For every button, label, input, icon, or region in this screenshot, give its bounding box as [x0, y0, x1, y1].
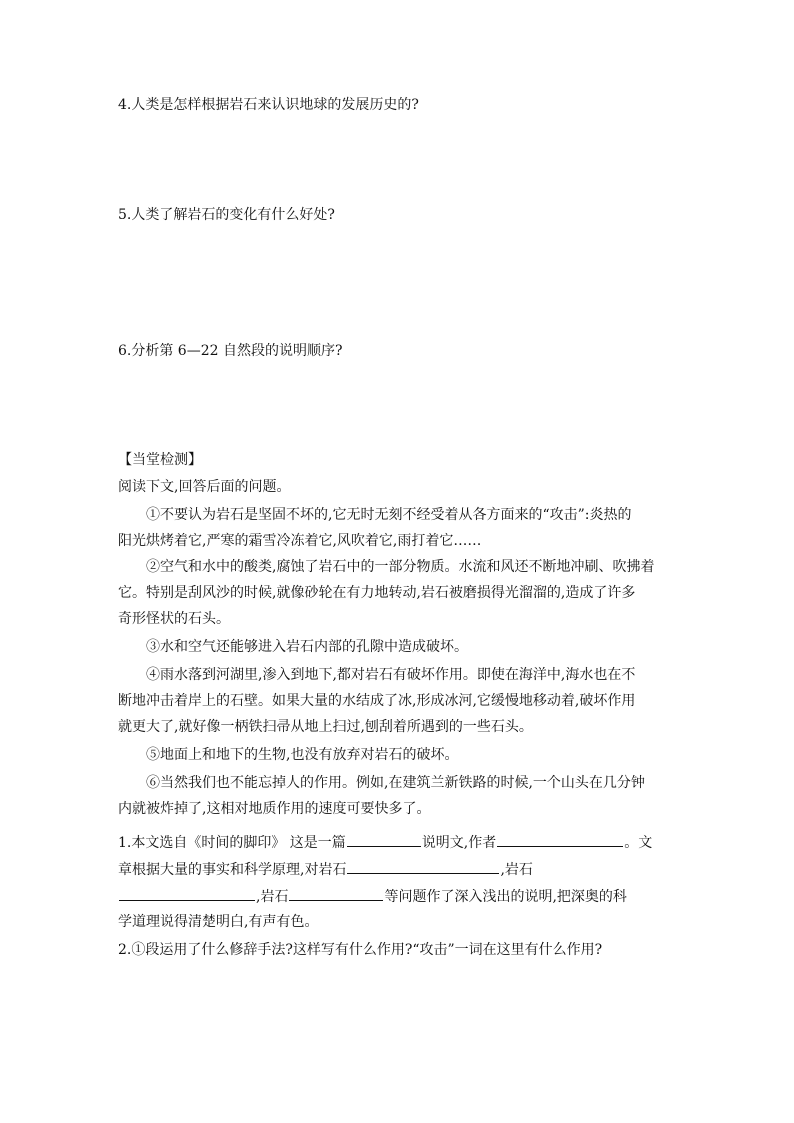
passage-p1-line1: ①不要认为岩石是坚固不坏的,它无时无刻不经受着从各方面来的“攻击”:炎热的 — [146, 507, 632, 523]
passage-p1-line2: 阳光烘烤着它,严寒的霜雪冷冻着它,风吹着它,雨打着它…… — [118, 533, 482, 549]
instruction-text: 阅读下文,回答后面的问题。 — [118, 479, 291, 495]
answer-blank-2[interactable] — [497, 832, 623, 847]
exercise-2: 2.①段运用了什么修辞手法?这样写有什么作用?“攻击”一词在这里有什么作用? — [118, 942, 603, 958]
passage-p4-line2: 断地冲击着岸上的石壁。如果大量的水结成了冰,形成冰河,它缓慢地移动着,破坏作用 — [118, 693, 636, 709]
question-4: 4.人类是怎样根据岩石来认识地球的发展历史的? — [118, 97, 419, 113]
passage-p2-line3: 奇形怪状的石头。 — [118, 611, 230, 627]
passage-p5-line1: ⑤地面上和地下的生物,也没有放弃对岩石的破坏。 — [146, 747, 459, 763]
answer-blank-3[interactable] — [347, 859, 499, 874]
passage-p2-line2: 它。特别是刮风沙的时候,就像砂轮在有力地转动,岩石被磨损得光溜溜的,造成了许多 — [118, 585, 636, 601]
section-title: 【当堂检测】 — [118, 452, 202, 468]
exercise-1-text-f: ,岩石 — [256, 889, 289, 905]
exercise-1-line4: 学道理说得清楚明白,有声有色。 — [118, 914, 319, 930]
passage-p4-line1: ④雨水落到河湖里,渗入到地下,都对岩石有破坏作用。即使在海洋中,海水也在不 — [146, 667, 636, 683]
exercise-1-text-a: 1.本文选自《时间的脚印》 这是一篇 — [118, 835, 346, 851]
exercise-1-text-b: 说明文,作者 — [421, 835, 497, 851]
exercise-1-text-d: 章根据大量的事实和科学原理,对岩石 — [118, 862, 347, 878]
question-6: 6.分析第 6—22 自然段的说明顺序? — [118, 343, 343, 359]
exercise-1-text-e: ,岩石 — [500, 862, 533, 878]
passage-p3-line1: ③水和空气还能够进入岩石内部的孔隙中造成破坏。 — [146, 639, 468, 655]
passage-p6-line2: 内就被炸掉了,这相对地质作用的速度可要快多了。 — [118, 801, 431, 817]
passage-p2-line1: ②空气和水中的酸类,腐蚀了岩石中的一部分物质。水流和风还不断地冲刷、吹拂着 — [146, 559, 655, 575]
question-5: 5.人类了解岩石的变化有什么好处? — [118, 207, 335, 223]
exercise-1-line1 — [118, 832, 652, 852]
passage-p6-line1: ⑥当然我们也不能忘掉人的作用。例如,在建筑兰新铁路的时候,一个山头在几分钟 — [146, 775, 645, 791]
passage-p4-line3: 就更大了,就好像一柄铁扫帚从地上扫过,刨刮着所遇到的一些石头。 — [118, 719, 533, 735]
exercise-1-text-g: 等问题作了深入浅出的说明,把深奥的科 — [384, 889, 627, 905]
answer-blank-5[interactable] — [289, 886, 383, 901]
answer-blank-1[interactable] — [347, 832, 421, 847]
exercise-1-line2 — [118, 859, 533, 879]
exercise-1-text-c: 。文 — [624, 835, 653, 851]
exercise-1-line3 — [118, 886, 627, 906]
answer-blank-4[interactable] — [119, 886, 255, 901]
